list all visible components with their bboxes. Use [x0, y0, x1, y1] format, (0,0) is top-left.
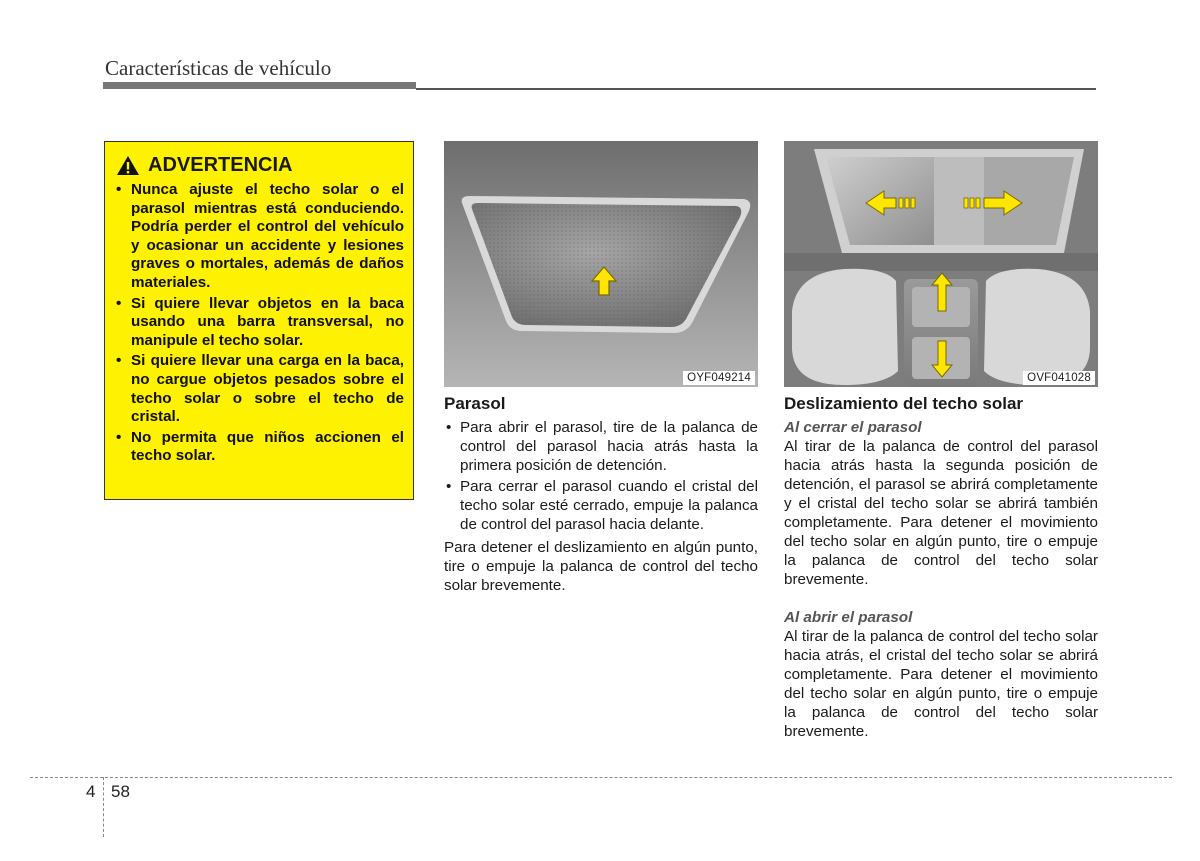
list-item: • Para abrir el parasol, tire de la palanca de control del parasol hacia atrás hasta la primera posición de detención. [444, 418, 758, 475]
paragraph: Para detener el deslizamiento en algún punto, tire o empuje la palanca de control del techo solar brevemente. [444, 539, 758, 594]
page-header-title: Características de vehículo [105, 56, 332, 80]
warning-item: • Si quiere llevar una carga en la baca, no cargue objetos pesados sobre el techo solar o sobre el techo de cristal. [116, 352, 404, 426]
figure-code: OYF049214 [683, 371, 755, 385]
paragraph: Al tirar de la palanca de control del techo solar hacia atrás, el cristal del techo solar se abrirá completamente. Para detener el movimiento del techo solar en algún punto, tire o empuje la palanca de control del techo solar brevemente. [784, 628, 1098, 740]
warning-item: • Si quiere llevar objetos en la baca usando una barra transversal, no manipule el techo solar. [116, 295, 404, 351]
figure-code: OVF041028 [1023, 371, 1095, 385]
paragraph: Al tirar de la palanca de control del parasol hacia atrás hasta la segunda posición de detención, el parasol se abrirá completamente y el cristal del techo solar se abrirá también completamente. Para detener el movimiento del techo solar en algún punto, tire o empuje la palanca de control del techo solar brevemente. [784, 438, 1098, 588]
footer-rule [30, 777, 1172, 778]
sub-heading: Al abrir el parasol [784, 609, 913, 626]
sunroof-drawing [784, 141, 1098, 387]
list-item: • Para cerrar el parasol cuando el cristal del techo solar esté cerrado, empuje la palanca de control del parasol hacia delante. [444, 477, 758, 534]
header-rule-thin [416, 88, 1096, 90]
warning-box [104, 141, 414, 500]
parasol-illustration [444, 141, 758, 387]
warning-item: • No permita que niños accionen el techo solar. [116, 429, 404, 466]
page-number: 58 [111, 782, 130, 801]
footer-vertical-rule [103, 777, 104, 837]
sliding-section [784, 394, 1098, 746]
warning-heading [116, 154, 404, 177]
sunroof-sliding-illustration [784, 141, 1098, 387]
parasol-bullets [444, 418, 758, 534]
parasol-section [444, 394, 758, 600]
parasol-drawing [444, 141, 758, 387]
warning-item: • Nunca ajuste el techo solar o el parasol mientras está conduciendo. Podría perder el control del vehículo y ocasionar un accidente y lesiones graves o mortales, además de daños materiales. [116, 181, 404, 293]
warning-title: ADVERTENCIA [148, 154, 293, 176]
warning-list [116, 181, 404, 466]
section-heading: Deslizamiento del techo solar [784, 394, 1024, 413]
header-rule-thick [103, 82, 416, 89]
chapter-number: 4 [86, 782, 96, 801]
section-heading: Parasol [444, 394, 506, 413]
warning-triangle-icon [116, 155, 140, 176]
sub-heading: Al cerrar el parasol [784, 419, 922, 436]
